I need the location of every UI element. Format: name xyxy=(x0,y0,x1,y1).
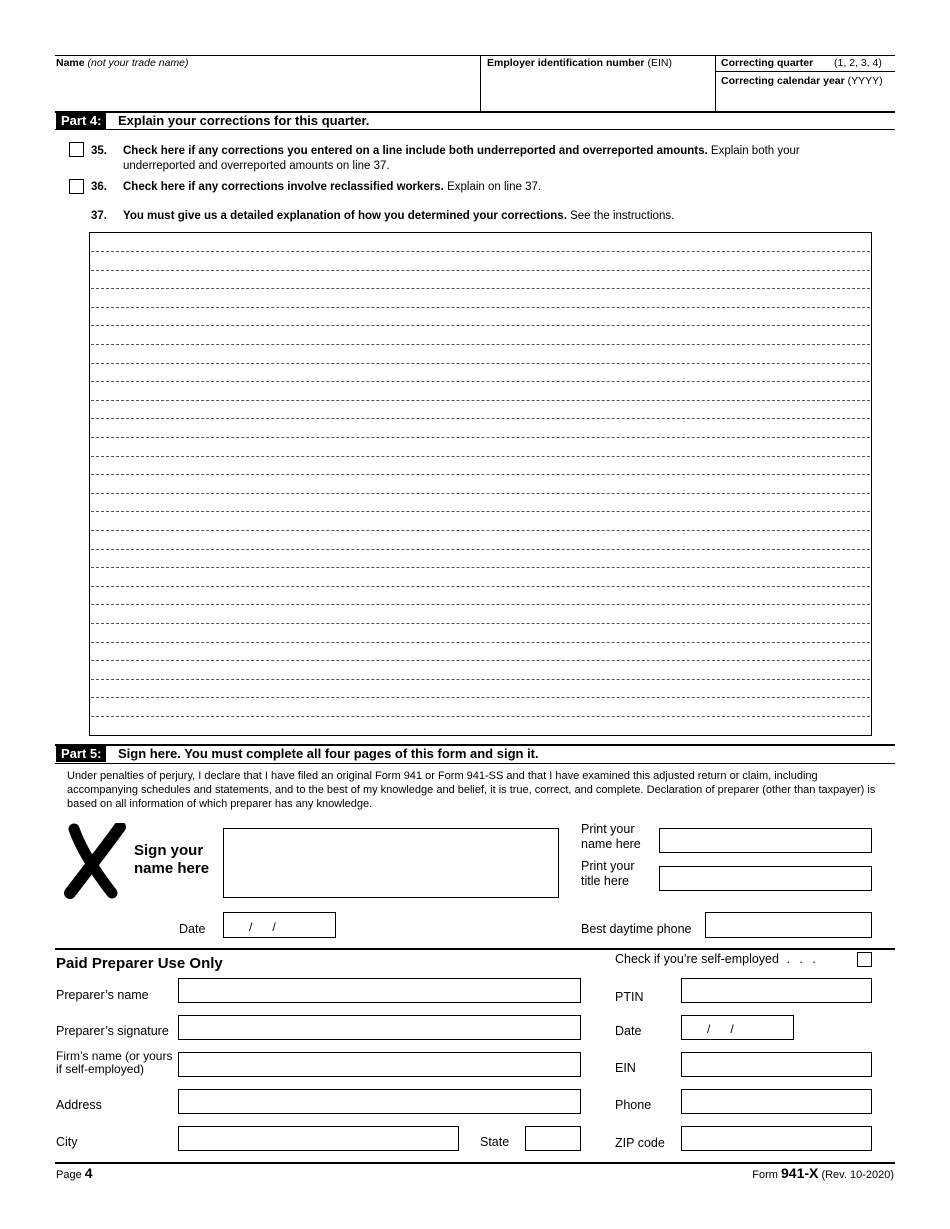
date-input[interactable] xyxy=(223,912,336,938)
zip-label: ZIP code xyxy=(615,1136,665,1150)
preparer-signature-label: Preparer’s signature xyxy=(56,1024,169,1038)
explanation-line xyxy=(91,270,870,271)
header-divider-1 xyxy=(480,55,481,111)
part5-bottom-rule xyxy=(55,763,895,764)
header-top-rule xyxy=(55,55,895,56)
explanation-line xyxy=(91,716,870,717)
explanation-line xyxy=(91,511,870,512)
quarter-hint: (1, 2, 3, 4) xyxy=(834,57,882,69)
explanation-line xyxy=(91,307,870,308)
line35-checkbox[interactable] xyxy=(69,142,84,157)
explanation-line xyxy=(91,381,870,382)
explanation-line xyxy=(91,697,870,698)
state-label: State xyxy=(480,1135,510,1149)
explanation-line xyxy=(91,400,870,401)
year-label: Correcting calendar year (YYYY) xyxy=(721,75,883,87)
zip-input[interactable] xyxy=(681,1126,872,1151)
preparer-date-separators: / / xyxy=(707,1022,734,1036)
print-name-input[interactable] xyxy=(659,828,872,853)
ptin-input[interactable] xyxy=(681,978,872,1003)
explanation-line xyxy=(91,604,870,605)
line36-checkbox[interactable] xyxy=(69,179,84,194)
city-input[interactable] xyxy=(178,1126,459,1151)
explanation-line xyxy=(91,567,870,568)
line36-text: Check here if any corrections involve reclassified workers. Explain on line 37. xyxy=(123,181,542,193)
preparer-phone-label: Phone xyxy=(615,1098,652,1112)
name-label: Name (not your trade name) xyxy=(56,57,189,69)
quarter-label: Correcting quarter xyxy=(721,57,814,69)
name-input[interactable] xyxy=(56,70,476,108)
header-divider-2 xyxy=(715,55,716,111)
preparer-signature-input[interactable] xyxy=(178,1015,581,1040)
phone-label: Best daytime phone xyxy=(581,922,692,936)
ptin-label: PTIN xyxy=(615,990,644,1004)
signature-x-icon xyxy=(64,823,126,899)
year-input[interactable] xyxy=(718,89,893,109)
address-input[interactable] xyxy=(178,1089,581,1114)
print-title-label: Print your title here xyxy=(581,859,635,888)
firm-name-label: Firm’s name (or yours if self-employed) xyxy=(56,1049,173,1076)
explanation-line xyxy=(91,642,870,643)
explanation-line xyxy=(91,549,870,550)
footer-rule xyxy=(55,1162,895,1164)
explanation-line xyxy=(91,456,870,457)
explanation-line xyxy=(91,679,870,680)
page-number: Page 4 xyxy=(56,1165,93,1181)
preparer-name-input[interactable] xyxy=(178,978,581,1003)
part5-title: Sign here. You must complete all four pages of this form and sign it. xyxy=(118,746,539,761)
self-employed-label: Check if you’re self-employed . . . xyxy=(615,952,819,966)
explanation-line xyxy=(91,660,870,661)
explanation-line xyxy=(91,623,870,624)
part4-label: Part 4: xyxy=(56,112,106,129)
explanation-line xyxy=(91,530,870,531)
explanation-line xyxy=(91,251,870,252)
ein-label: Employer identification number (EIN) xyxy=(487,57,672,69)
part4-bottom-rule xyxy=(55,129,895,130)
print-title-input[interactable] xyxy=(659,866,872,891)
explanation-line xyxy=(91,344,870,345)
preparer-date-label: Date xyxy=(615,1024,642,1038)
explanation-line xyxy=(91,325,870,326)
self-employed-checkbox[interactable] xyxy=(857,952,872,967)
explanation-line xyxy=(91,586,870,587)
preparer-name-label: Preparer’s name xyxy=(56,988,149,1002)
quarter-underline xyxy=(715,71,895,72)
sign-label: Sign your name here xyxy=(134,842,210,877)
city-label: City xyxy=(56,1135,78,1149)
perjury-declaration: Under penalties of perjury, I declare that I have filed an original Form 941 or Form 941-SS and that I have examined this adjusted return or claim, including accompanying schedules and statements, and to the best of my knowledge and belief, it is true, correct, and complete. Declaration of preparer (other than taxpayer) is based on all information of which preparer has any knowledge. xyxy=(67,770,876,810)
line37-number: 37. xyxy=(91,210,107,222)
ein-input[interactable] xyxy=(484,70,712,108)
explanation-line xyxy=(91,288,870,289)
print-name-label: Print your name here xyxy=(581,822,641,851)
explanation-line xyxy=(91,437,870,438)
preparer-ein-input[interactable] xyxy=(681,1052,872,1077)
preparer-phone-input[interactable] xyxy=(681,1089,872,1114)
line35-number: 35. xyxy=(91,145,107,157)
address-label: Address xyxy=(56,1098,102,1112)
date-label: Date xyxy=(179,922,206,936)
explanation-line xyxy=(91,493,870,494)
explanation-line xyxy=(91,474,870,475)
ein-label-preparer: EIN xyxy=(615,1061,636,1075)
explanation-line xyxy=(91,418,870,419)
signature-field[interactable] xyxy=(223,828,559,898)
preparer-date-input[interactable] xyxy=(681,1015,794,1040)
date-separators: / / xyxy=(249,920,276,934)
firm-name-input[interactable] xyxy=(178,1052,581,1077)
form-id: Form 941-X (Rev. 10-2020) xyxy=(752,1165,894,1181)
line37-text: You must give us a detailed explanation of how you determined your corrections. See the instructions. xyxy=(123,210,675,222)
part4-title: Explain your corrections for this quarter. xyxy=(118,113,370,128)
line35-text: Check here if any corrections you entered on a line include both underreported and overreported amounts. Explain both your underreported and overreported amounts on line 37. xyxy=(123,145,800,172)
part5-label: Part 5: xyxy=(56,745,106,762)
explanation-line xyxy=(91,363,870,364)
preparer-top-rule xyxy=(55,948,895,950)
phone-input[interactable] xyxy=(705,912,872,938)
line36-number: 36. xyxy=(91,181,107,193)
state-input[interactable] xyxy=(525,1126,581,1151)
preparer-title: Paid Preparer Use Only xyxy=(56,955,223,972)
